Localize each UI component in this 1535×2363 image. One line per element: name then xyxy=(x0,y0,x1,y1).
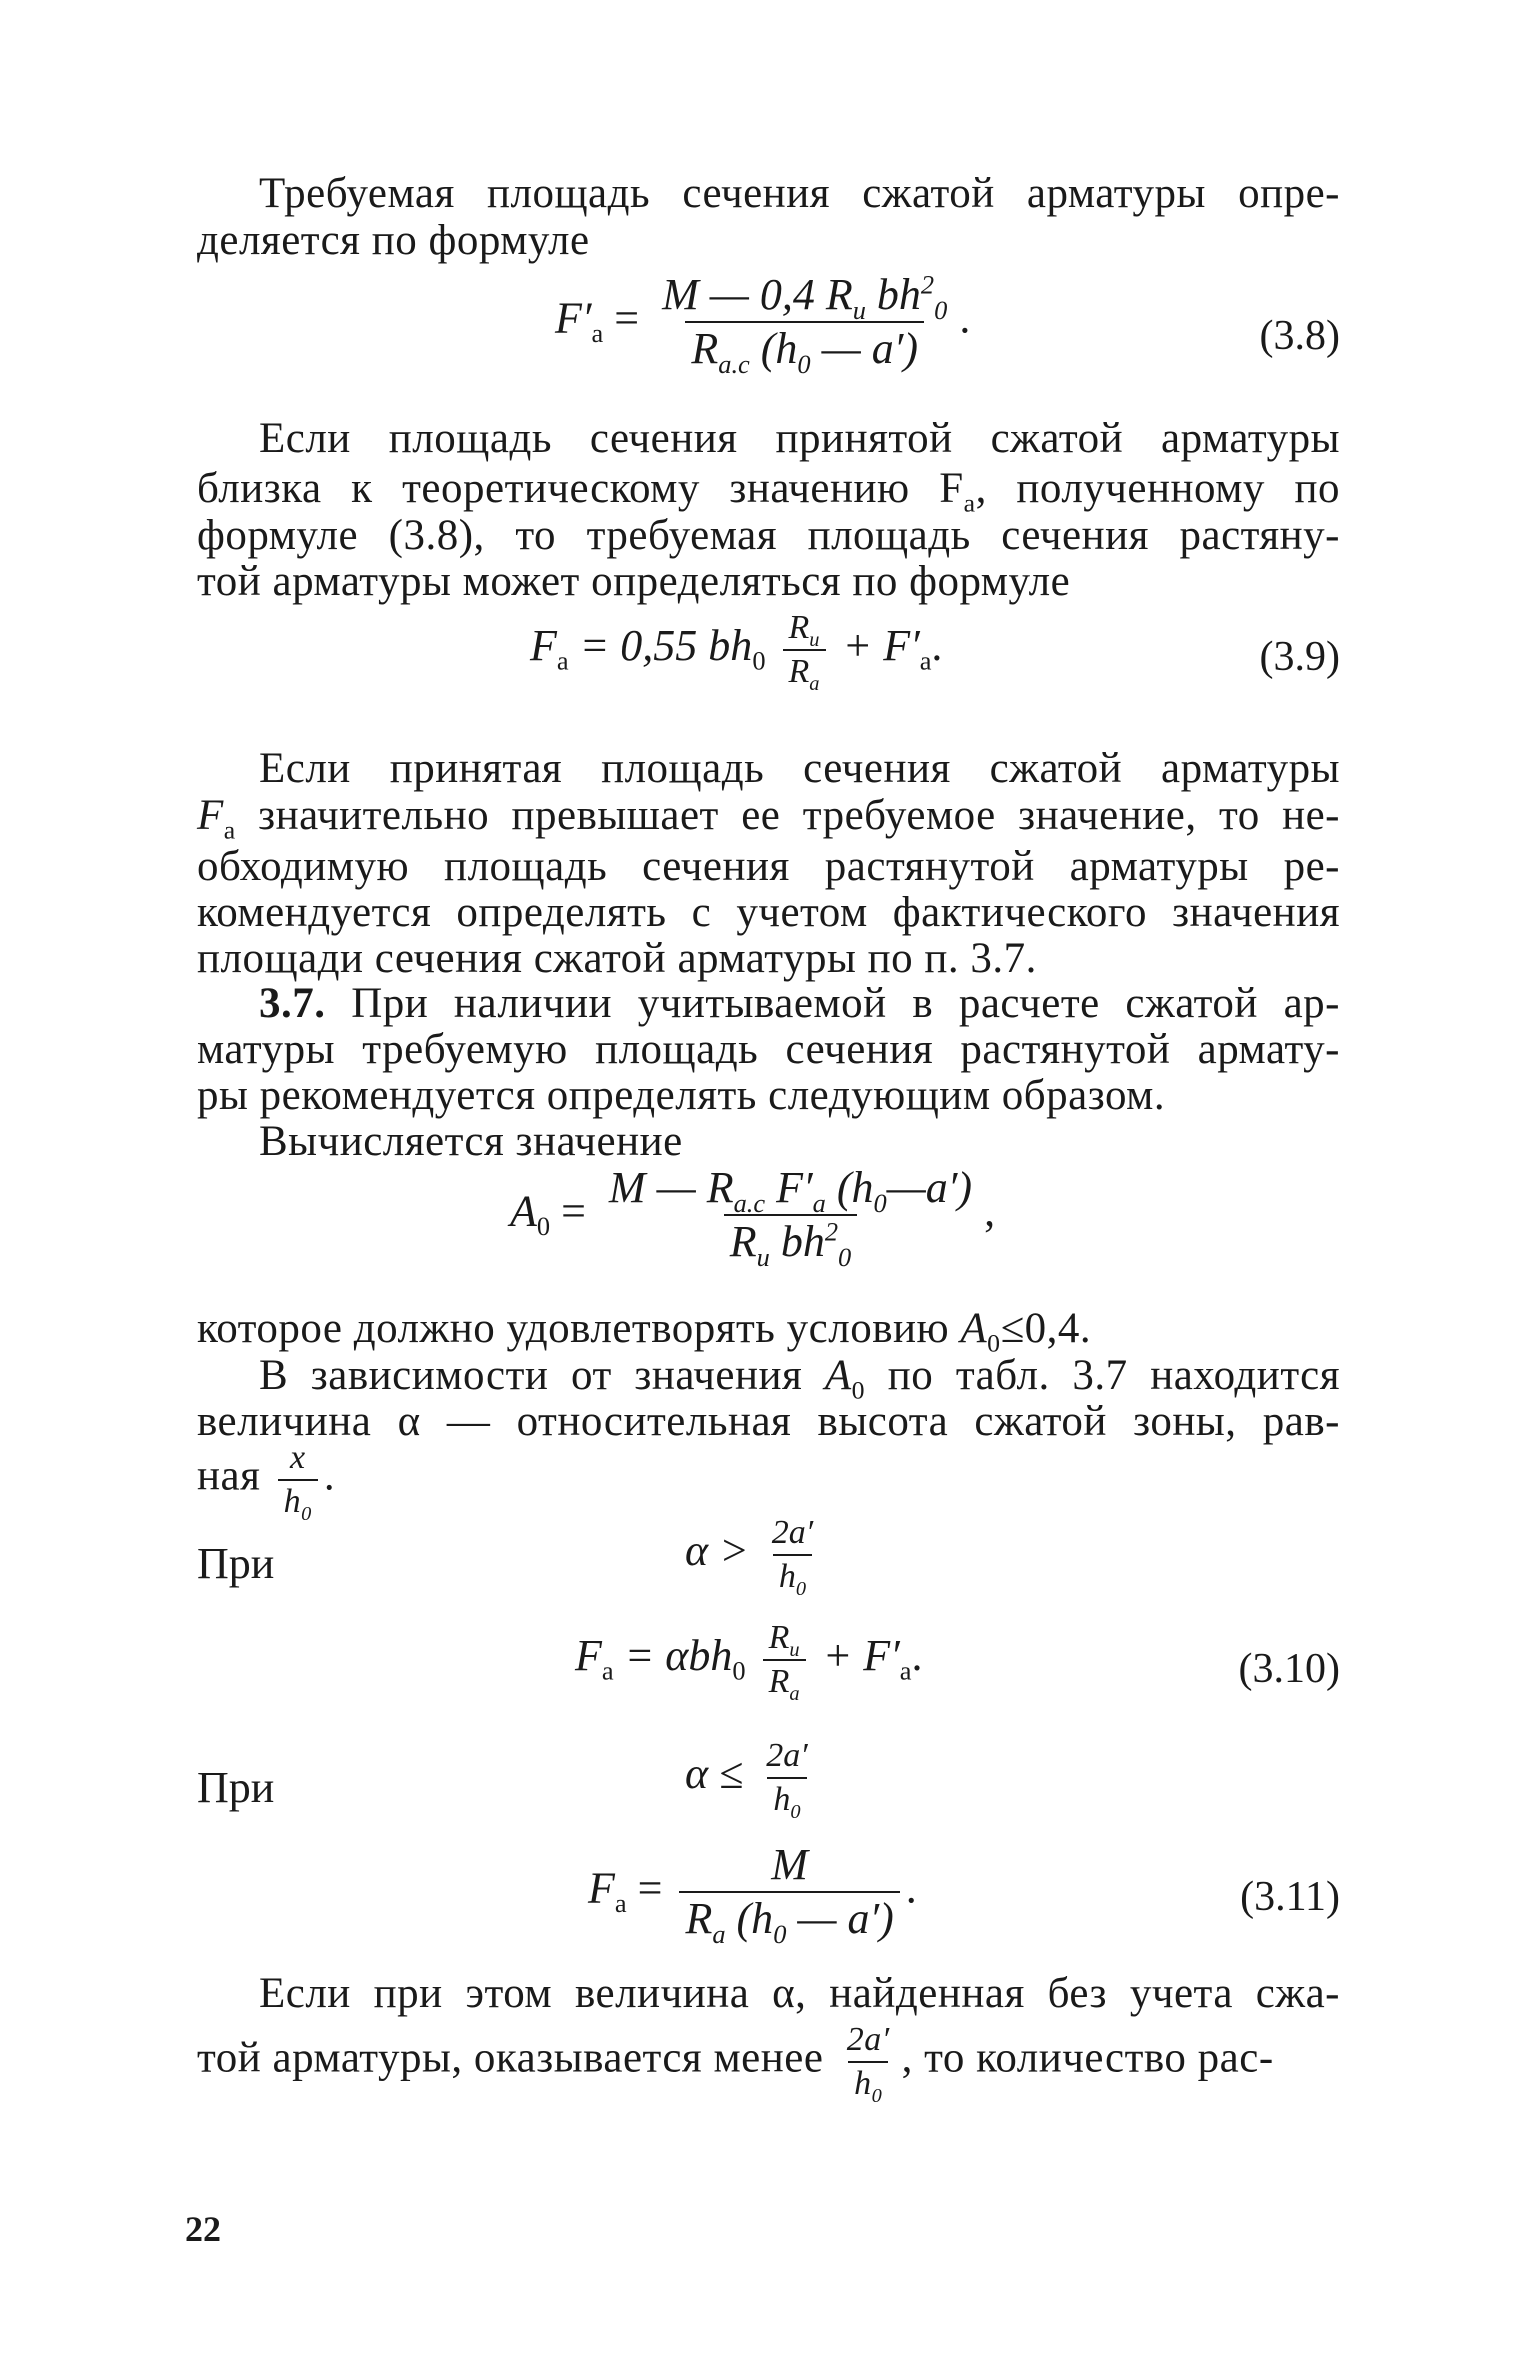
condition-2-label: При xyxy=(197,1763,275,1812)
equation-number-3-10: (3.10) xyxy=(1238,1646,1340,1692)
equation-number-3-8: (3.8) xyxy=(1259,313,1340,359)
formula-a0-fraction: $\frac{M — R_{а.с} F'_а (h_0—a')}{R_и bh^2_0}$ xyxy=(608,1163,973,1272)
formula-3-8-fraction: $\frac{M — 0,4 R_и bh^2_0}{R_{а.с} (h_0 — a')}$ xyxy=(662,269,948,379)
page-number: 22 xyxy=(185,2209,221,2249)
section-3-7-line-4: Вычисляется значение xyxy=(259,1118,683,1165)
condition-1-formula: α > $\frac{2a'}{h_0}$ xyxy=(685,1515,825,1594)
2a-over-h0-fraction: $\frac{2a'}{h_0}$ xyxy=(846,2021,890,2107)
condition-1-label: При xyxy=(197,1539,275,1588)
paragraph-6-line-1: В зависимости от значения $A_0$ по табл. 3.7 находится xyxy=(259,1352,1340,1405)
paragraph-2-line-3: формуле (3.8), то требуемая площадь сечения растяну- xyxy=(197,512,1340,559)
formula-3-10-fraction: $\frac{R_и}{R_а}$ xyxy=(763,1620,806,1699)
paragraph-5-line-1: которое должно удовлетворять условию $A_0\le 0,4$. xyxy=(197,1305,1092,1358)
equation-number-3-9: (3.9) xyxy=(1259,634,1340,680)
formula-3-9: $F_а = 0,55$ $bh_0$ $\frac{R_и}{R_а}$ + $F'_а$. xyxy=(530,609,943,695)
formula-3-11-fraction: $\frac{M}{R_а (h_0 — a')}$ xyxy=(679,1842,899,1942)
paragraph-3-line-3: обходимую площадь сечения растянутой арматуры ре- xyxy=(197,843,1340,890)
paragraph-1-line-2: деляется по формуле xyxy=(197,217,590,264)
section-3-7-line-3: ры рекомендуется определять следующим образом. xyxy=(197,1072,1166,1119)
paragraph-3-line-1: Если принятая площадь сечения сжатой арматуры xyxy=(259,745,1340,792)
paragraph-7-line-1: Если при этом величина α, найденная без учета сжа- xyxy=(259,1970,1340,2017)
formula-3-8: $F'_а$ = $\frac{M — 0,4 R_и bh^2_0}{R_{а.с} (h_0 — a')}$ . xyxy=(555,269,971,379)
paragraph-2-line-4: той арматуры может определяться по формуле xyxy=(197,558,1071,605)
paragraph-7-line-2: той арматуры, оказывается менее $\frac{2a'}{h_0}$ , то количество рас- xyxy=(197,2021,1274,2107)
paragraph-1-line-1: Требуемая площадь сечения сжатой арматуры опре- xyxy=(259,170,1340,217)
paragraph-3-line-4: комендуется определять с учетом фактического значения xyxy=(197,889,1340,936)
paragraph-2-line-2: близка к теоретическому значению $F_а$, полученному по xyxy=(197,465,1340,518)
formula-3-11: $F_а$ = $\frac{M}{R_а (h_0 — a')}$ . xyxy=(588,1840,917,1949)
condition-2-formula: α ≤ $\frac{2a'}{h_0}$ xyxy=(685,1738,820,1817)
condition-2-fraction: $\frac{2a'}{h_0}$ xyxy=(766,1737,808,1823)
paragraph-2-line-1: Если площадь сечения принятой сжатой арматуры xyxy=(259,415,1340,462)
paragraph-6-line-3: ная $\frac{x}{h_0}$ . xyxy=(197,1439,336,1525)
formula-3-9-fraction: $\frac{R_и}{R_а}$ xyxy=(783,610,826,689)
paragraph-3-line-2: $F_а$ значительно превышает ее требуемое значение, то не- xyxy=(197,792,1341,845)
paragraph-3-line-5: площади сечения сжатой арматуры по п. 3.7. xyxy=(197,935,1037,982)
paragraph-6-line-2: величина α — относительная высота сжатой зоны, рав- xyxy=(197,1398,1340,1445)
formula-a0: $A_0$ = $\frac{M — R_{а.с} F'_а (h_0—a')}{R_и bh^2_0}$ , xyxy=(510,1163,996,1272)
formula-3-10: $F_а = \alpha bh_0$ $\frac{R_и}{R_а}$ + $F'_а$. xyxy=(575,1619,923,1705)
section-3-7-line-1: 3.7. При наличии учитываемой в расчете сжатой ар- xyxy=(259,980,1340,1027)
section-3-7-line-2: матуры требуемую площадь сечения растянутой армату- xyxy=(197,1026,1340,1073)
x-over-h0-fraction: $\frac{x}{h_0}$ xyxy=(278,1440,318,1519)
equation-number-3-11: (3.11) xyxy=(1240,1874,1340,1920)
condition-1-fraction: $\frac{2a'}{h_0}$ xyxy=(771,1514,814,1600)
